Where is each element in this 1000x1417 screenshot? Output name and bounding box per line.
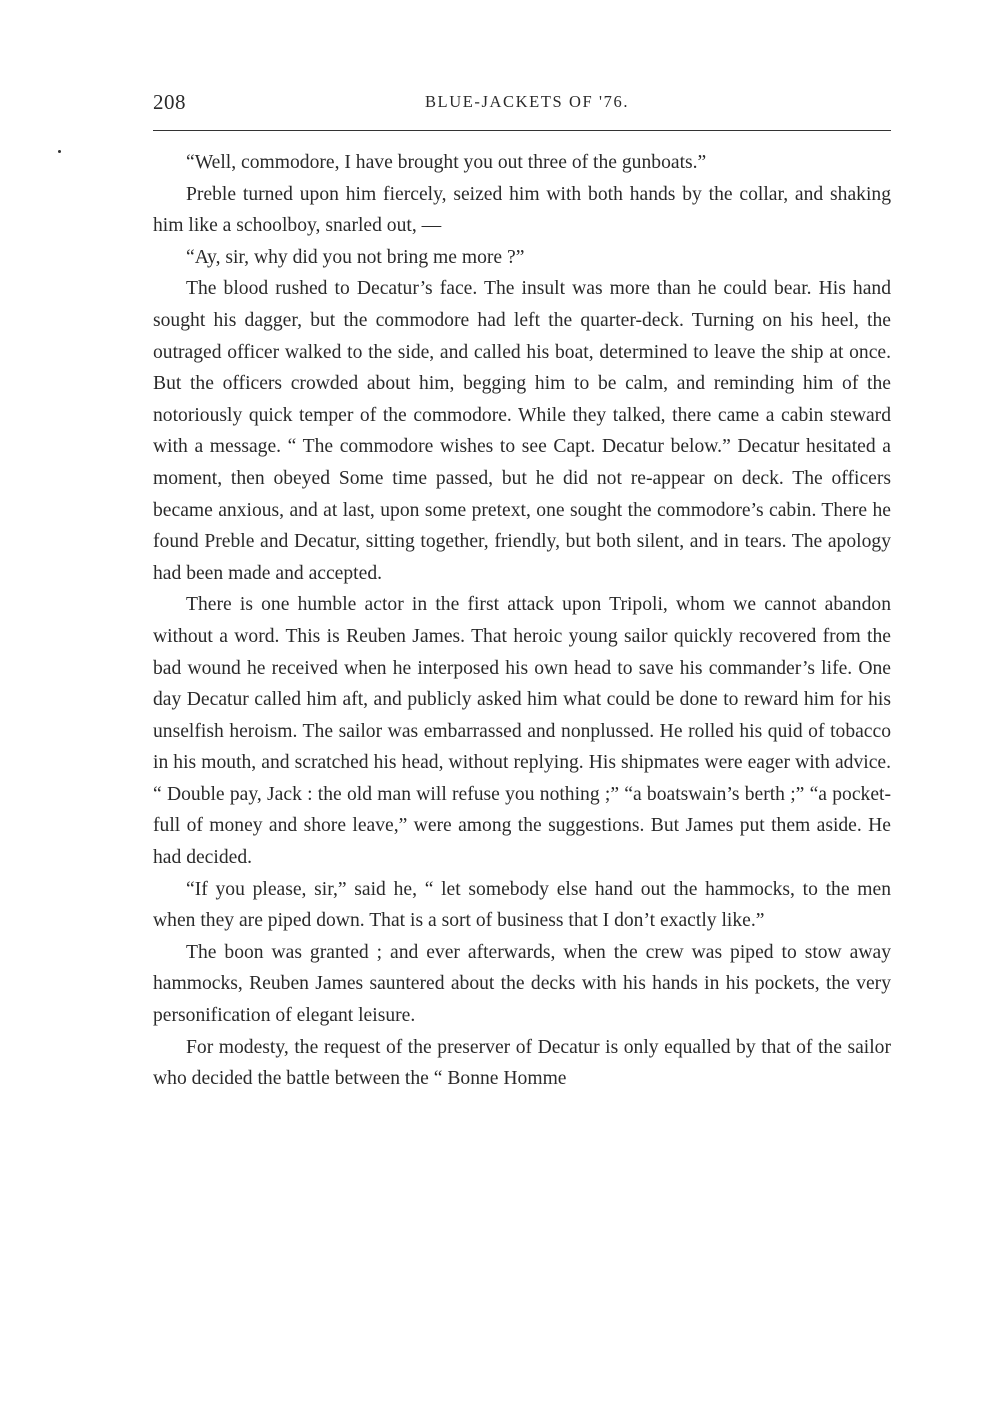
running-title: BLUE-JACKETS OF '76. — [424, 92, 630, 111]
page-header — [153, 90, 891, 120]
header-rule — [153, 130, 891, 131]
paragraph: For modesty, the request of the preserver of Decatur is only equalled by that of the sailor who decided the battle between the “ Bonne Homme — [153, 1036, 891, 1090]
paragraph: “If you please, sir,” said he, “ let somebody else hand out the hammocks, to the men when they are piped down. That is a sort of business that I don’t exactly like.” — [153, 878, 891, 932]
paragraph: The blood rushed to Decatur’s face. The insult was more than he could bear. His hand sought his dagger, but the commodore had left the quarter-deck. Turning on his heel, the outraged officer walked to the side, and called his boat, determined to leave the ship at once. But the officers crowded about him, begging him to be calm, and reminding him of the notoriously quick temper of the commodore. While they talked, there came a cabin steward with a message. “ The commodore wishes to see Capt. Decatur below.” Decatur hesitated a moment, then obeyed Some time passed, but he did not re-appear on deck. The officers became anxious, and at last, upon some pretext, one sought the commodore’s cabin. There he found Preble and Decatur, sitting together, friendly, but both silent, and in tears. The apology had been made and accepted. — [153, 278, 891, 584]
paragraph: Preble turned upon him fiercely, seized him with both hands by the collar, and shaking him like a schoolboy, snarled out, — — [153, 183, 891, 237]
paragraph: The boon was granted ; and ever afterwards, when the crew was piped to stow away hammocks, Reuben James sauntered about the decks with his hands in his pockets, the very personification of elegant leisure. — [153, 941, 891, 1027]
paragraph: There is one humble actor in the first attack upon Tripoli, whom we cannot abandon without a word. This is Reuben James. That heroic young sailor quickly recovered from the bad wound he received when he interposed his own head to save his commander’s life. One day Decatur called him aft, and publicly asked him what could be done to reward him for his unselfish heroism. The sailor was embarrassed and nonplussed. He rolled his quid of tobacco in his mouth, and scratched his head, without replying. His shipmates were eager with advice. “ Double pay, Jack : the old man will refuse you nothing ;” “a boatswain’s berth ;” “a pocket-full of money and shore leave,” were among the suggestions. But James put them aside. He had decided. — [153, 594, 891, 869]
print-speck — [58, 150, 61, 153]
body-text — [153, 147, 891, 1095]
paragraph: “Ay, sir, why did you not bring me more ?” — [186, 246, 525, 268]
paragraph: “Well, commodore, I have brought you out three of the gunboats.” — [186, 152, 707, 173]
page-number: 208 — [153, 90, 186, 114]
